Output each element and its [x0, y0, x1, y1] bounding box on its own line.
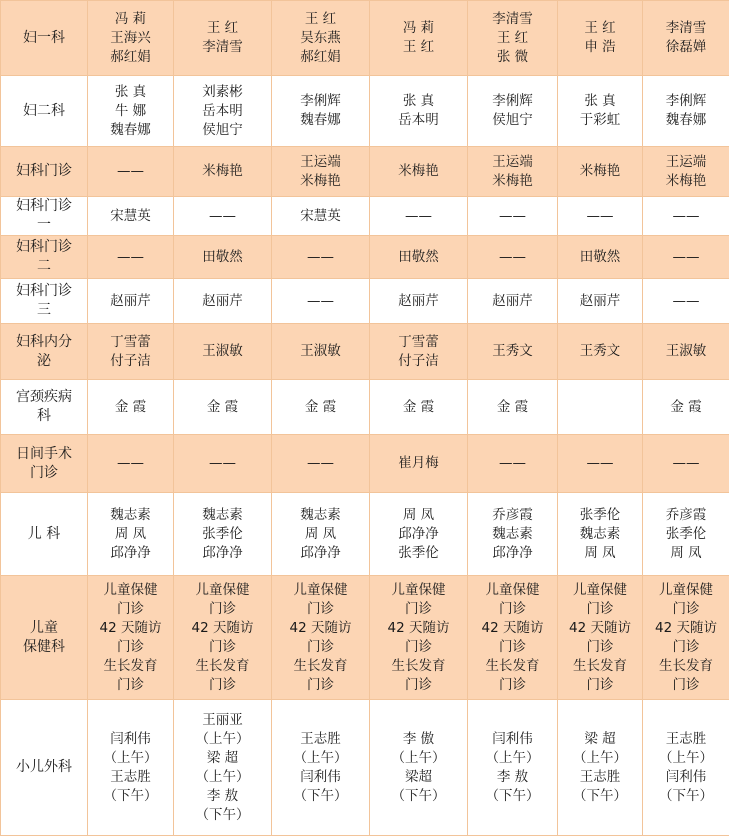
schedule-cell: 赵丽芹: [558, 279, 643, 324]
schedule-cell: 周 凤 邱净净 张季伦: [370, 493, 468, 576]
department-name: 宫颈疾病 科: [1, 380, 88, 435]
schedule-cell: 金 霞: [174, 380, 272, 435]
schedule-cell: 王丽亚 （上午） 梁 超 （上午） 李 敖 （下午）: [174, 700, 272, 836]
department-name: 妇科门诊: [1, 147, 88, 197]
schedule-cell: 王淑敏: [643, 324, 729, 380]
schedule-cell: 王运端 米梅艳: [272, 147, 370, 197]
schedule-cell: 闫利伟 （上午） 王志胜 （下午）: [88, 700, 174, 836]
schedule-row: [1, 1, 729, 76]
schedule-row: [1, 76, 729, 147]
schedule-cell: 张 真 牛 娜 魏春娜: [88, 76, 174, 147]
schedule-cell: 王淑敏: [174, 324, 272, 380]
schedule-cell: 金 霞: [370, 380, 468, 435]
schedule-cell: 魏志素 周 凤 邱净净: [272, 493, 370, 576]
schedule-cell: 儿童保健 门诊 42 天随访 门诊 生长发育 门诊: [88, 576, 174, 700]
schedule-cell: 李俐辉 魏春娜: [643, 76, 729, 147]
schedule-cell: ——: [468, 435, 558, 493]
department-name: 儿童 保健科: [1, 576, 88, 700]
schedule-cell: ——: [174, 197, 272, 236]
schedule-cell: ——: [558, 435, 643, 493]
schedule-cell: 儿童保健 门诊 42 天随访 门诊 生长发育 门诊: [468, 576, 558, 700]
schedule-cell: ——: [643, 279, 729, 324]
schedule-cell: 田敬然: [370, 236, 468, 279]
schedule-row: [1, 197, 729, 236]
schedule-cell: 赵丽芹: [468, 279, 558, 324]
schedule-cell: 儿童保健 门诊 42 天随访 门诊 生长发育 门诊: [643, 576, 729, 700]
schedule-cell: 儿童保健 门诊 42 天随访 门诊 生长发育 门诊: [272, 576, 370, 700]
schedule-cell: 王 红 吴东燕 郝红娟: [272, 1, 370, 76]
schedule-cell: 刘素彬 岳本明 侯旭宁: [174, 76, 272, 147]
schedule-row: [1, 147, 729, 197]
schedule-cell: 李俐辉 魏春娜: [272, 76, 370, 147]
schedule-cell: 乔彦霞 张季伦 周 凤: [643, 493, 729, 576]
schedule-cell: 赵丽芹: [88, 279, 174, 324]
schedule-cell: 王淑敏: [272, 324, 370, 380]
schedule-cell: 丁雪蕾 付子洁: [370, 324, 468, 380]
schedule-cell: 米梅艳: [174, 147, 272, 197]
schedule-cell: 金 霞: [643, 380, 729, 435]
schedule-cell: 乔彦霞 魏志素 邱净净: [468, 493, 558, 576]
schedule-cell: ——: [88, 147, 174, 197]
schedule-cell: 李清雪 徐磊婵: [643, 1, 729, 76]
schedule-cell: 儿童保健 门诊 42 天随访 门诊 生长发育 门诊: [174, 576, 272, 700]
schedule-cell: 王运端 米梅艳: [643, 147, 729, 197]
schedule-row: [1, 700, 729, 836]
department-name: 儿 科: [1, 493, 88, 576]
department-name: 小儿外科: [1, 700, 88, 836]
schedule-cell: ——: [272, 279, 370, 324]
schedule-cell: 儿童保健 门诊 42 天随访 门诊 生长发育 门诊: [558, 576, 643, 700]
schedule-row: [1, 380, 729, 435]
schedule-cell: ——: [643, 197, 729, 236]
schedule-row: [1, 236, 729, 279]
schedule-cell: 李 傲 （上午） 梁超 （下午）: [370, 700, 468, 836]
schedule-cell: 李清雪 王 红 张 微: [468, 1, 558, 76]
schedule-cell: 宋慧英: [88, 197, 174, 236]
schedule-cell: 赵丽芹: [370, 279, 468, 324]
schedule-cell: 王志胜 （上午） 闫利伟 （下午）: [272, 700, 370, 836]
schedule-cell: 张 真 于彩虹: [558, 76, 643, 147]
department-name: 妇科门诊 二: [1, 236, 88, 279]
schedule-cell: 米梅艳: [558, 147, 643, 197]
schedule-cell: ——: [558, 197, 643, 236]
schedule-cell: 闫利伟 （上午） 李 敖 （下午）: [468, 700, 558, 836]
department-name: 妇科门诊 三: [1, 279, 88, 324]
schedule-cell: ——: [174, 435, 272, 493]
schedule-row: [1, 435, 729, 493]
schedule-cell: 王秀文: [468, 324, 558, 380]
schedule-cell: 魏志素 张季伦 邱净净: [174, 493, 272, 576]
department-name: 妇科门诊 一: [1, 197, 88, 236]
schedule-cell: 田敬然: [174, 236, 272, 279]
schedule-cell: ——: [370, 197, 468, 236]
schedule-cell: 王 红 李清雪: [174, 1, 272, 76]
schedule-cell: 金 霞: [272, 380, 370, 435]
schedule-cell: ——: [468, 197, 558, 236]
schedule-cell: ——: [643, 435, 729, 493]
schedule-cell: 王 红 申 浩: [558, 1, 643, 76]
schedule-cell: [558, 380, 643, 435]
schedule-cell: 梁 超 （上午） 王志胜 （下午）: [558, 700, 643, 836]
schedule-row: [1, 324, 729, 380]
schedule-cell: ——: [88, 236, 174, 279]
schedule-cell: 米梅艳: [370, 147, 468, 197]
schedule-cell: 张 真 岳本明: [370, 76, 468, 147]
schedule-cell: ——: [643, 236, 729, 279]
schedule-cell: 崔月梅: [370, 435, 468, 493]
schedule-cell: 丁雪蕾 付子洁: [88, 324, 174, 380]
schedule-cell: 宋慧英: [272, 197, 370, 236]
schedule-cell: 王运端 米梅艳: [468, 147, 558, 197]
schedule-cell: 金 霞: [88, 380, 174, 435]
schedule-cell: 田敬然: [558, 236, 643, 279]
department-name: 妇二科: [1, 76, 88, 147]
schedule-cell: 冯 莉 王 红: [370, 1, 468, 76]
department-name: 妇一科: [1, 1, 88, 76]
schedule-cell: 金 霞: [468, 380, 558, 435]
schedule-cell: ——: [88, 435, 174, 493]
department-name: 妇科内分 泌: [1, 324, 88, 380]
schedule-cell: 王秀文: [558, 324, 643, 380]
schedule-row: [1, 576, 729, 700]
schedule-row: [1, 493, 729, 576]
schedule-cell: 儿童保健 门诊 42 天随访 门诊 生长发育 门诊: [370, 576, 468, 700]
schedule-cell: 赵丽芹: [174, 279, 272, 324]
schedule-cell: 张季伦 魏志素 周 凤: [558, 493, 643, 576]
schedule-row: [1, 279, 729, 324]
department-name: 日间手术 门诊: [1, 435, 88, 493]
schedule-cell: ——: [468, 236, 558, 279]
schedule-cell: 冯 莉 王海兴 郝红娟: [88, 1, 174, 76]
schedule-cell: ——: [272, 236, 370, 279]
schedule-cell: 李俐辉 侯旭宁: [468, 76, 558, 147]
schedule-cell: ——: [272, 435, 370, 493]
schedule-cell: 魏志素 周 凤 邱净净: [88, 493, 174, 576]
schedule-cell: 王志胜 （上午） 闫利伟 （下午）: [643, 700, 729, 836]
